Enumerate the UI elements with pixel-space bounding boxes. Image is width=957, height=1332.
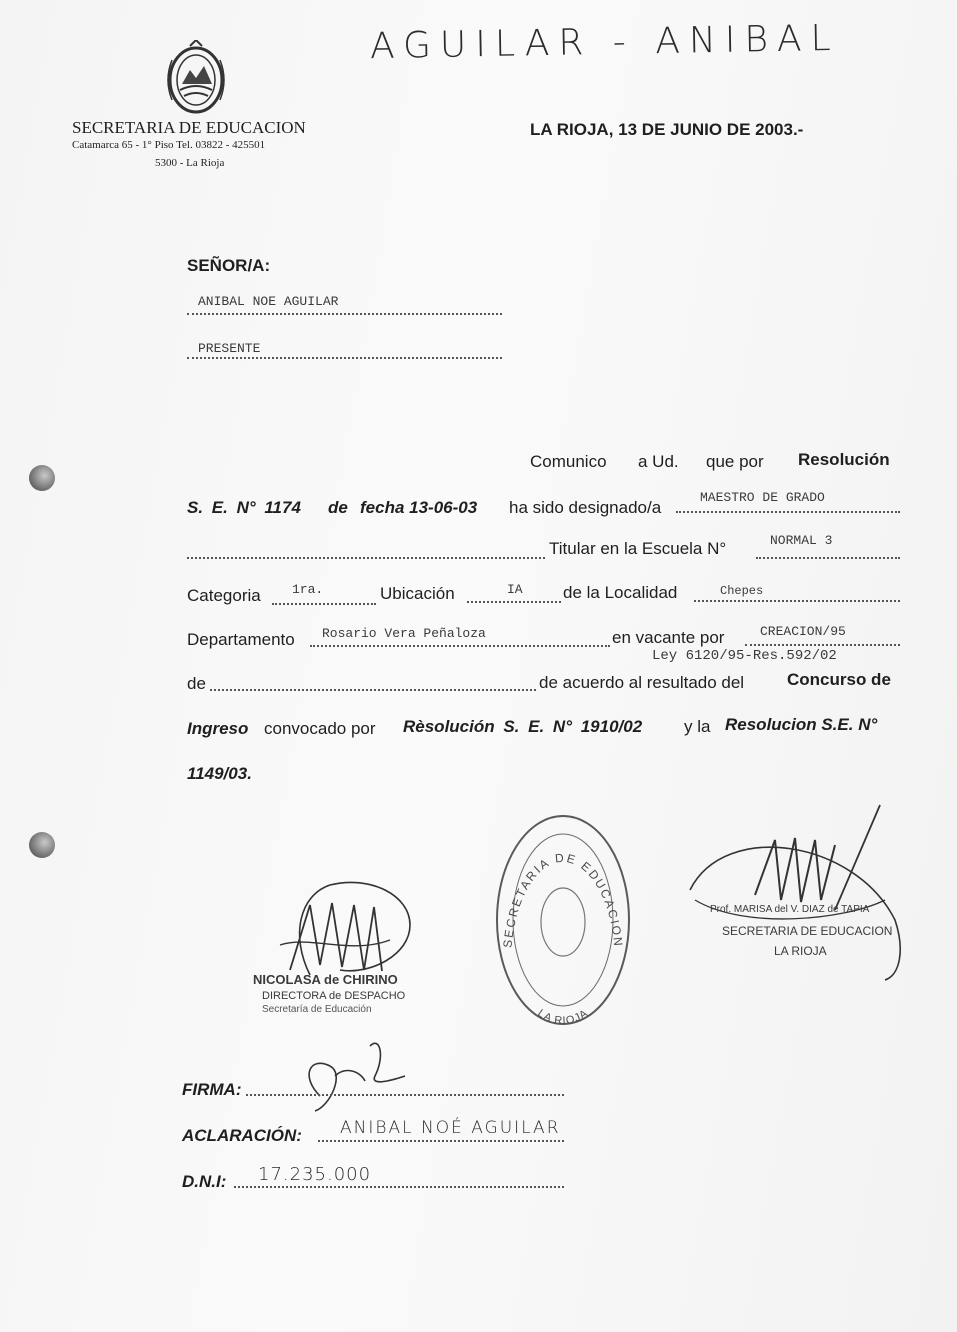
recipient-name-line [187, 313, 502, 315]
body-titular: Titular en la Escuela N° [549, 539, 727, 558]
body-1149: 1149/03. [187, 764, 252, 783]
body-ingreso: Ingreso [187, 719, 249, 738]
departamento-line [310, 645, 610, 647]
body-fecha: fecha 13-06-03 [360, 498, 478, 517]
body-designado: ha sido designado/a [509, 498, 662, 517]
escuela-line [756, 557, 900, 559]
designacion-line [676, 511, 900, 513]
recipient-presente: PRESENTE [198, 341, 261, 356]
designacion-value: MAESTRO DE GRADO [700, 490, 825, 505]
left-signer-name: NICOLASA de CHIRINO [253, 972, 398, 987]
punch-hole-top [29, 465, 55, 491]
punch-hole-bottom [29, 832, 55, 858]
right-signer-place: LA RIOJA [774, 944, 827, 958]
departamento-value: Rosario Vera Peñaloza [322, 626, 486, 641]
line6-dots [210, 689, 536, 691]
body-concurso: Concurso de [787, 670, 891, 689]
presente-line [187, 357, 502, 359]
body-convocado: convocado por [264, 719, 376, 738]
seal-top-text: SECRETARIA DE EDUCACION [500, 850, 626, 949]
vacante-line [745, 644, 900, 646]
handwritten-surname: AGUILAR - ANIBAL [369, 17, 841, 68]
line3-leading-dots [187, 557, 545, 559]
right-signer-name: Prof. MARISA del V. DIAZ de TAPIA [710, 904, 870, 915]
aclaracion-line [318, 1140, 564, 1142]
dni-line [234, 1186, 564, 1188]
svg-text:SECRETARIA DE EDUCACION [500, 851, 625, 949]
recipient-name: ANIBAL NOE AGUILAR [198, 294, 339, 309]
body-comunico: Comunico [530, 452, 607, 471]
categoria-value: 1ra. [292, 582, 324, 597]
body-resolucion: Resolución [798, 450, 890, 469]
svg-text:LA RIOJA [535, 1007, 591, 1027]
body-vacante: en vacante por [612, 628, 725, 647]
body-resolution-number: S. E. N° 1174 [187, 498, 301, 517]
body-y-la: y la [684, 717, 711, 736]
body-de: de [328, 498, 348, 517]
body-que-por: que por [706, 452, 764, 471]
body-ubicacion: Ubicación [380, 584, 455, 603]
province-emblem-logo [164, 40, 228, 116]
body-a-ud: a Ud. [638, 452, 679, 471]
body-de-line6: de [187, 674, 206, 693]
recipient-signature-scribble [290, 1036, 410, 1116]
left-signer-title: DIRECTORA de DESPACHO [262, 990, 406, 1002]
dni-value: 17.235.000 [258, 1164, 372, 1185]
dni-label: D.N.I: [182, 1172, 227, 1191]
body-categoria: Categoria [187, 586, 261, 605]
aclaracion-value: ANIBAL NOÉ AGUILAR [340, 1118, 561, 1138]
letterhead-address: Catamarca 65 - 1° Piso Tel. 03822 - 425501 [72, 139, 266, 151]
localidad-value: Chepes [720, 584, 764, 598]
date-line: LA RIOJA, 13 DE JUNIO DE 2003.- [530, 120, 804, 139]
body-localidad: de la Localidad [563, 583, 678, 602]
left-signature-scribble [270, 875, 420, 985]
aclaracion-label: ACLARACIÓN: [182, 1126, 302, 1145]
right-signer-title: SECRETARIA DE EDUCACION [722, 924, 893, 938]
body-resolucion-1910: Rèsolución S. E. N° 1910/02 [403, 717, 643, 736]
ley-value: Ley 6120/95-Res.592/02 [652, 648, 837, 664]
localidad-line [694, 600, 900, 602]
letterhead-city: 5300 - La Rioja [155, 157, 225, 169]
vacante-value: CREACION/95 [760, 624, 846, 639]
letterhead-org: SECRETARIA DE EDUCACION [72, 118, 306, 137]
firma-label: FIRMA: [182, 1080, 242, 1099]
seal-bottom-text: LA RIOJA [535, 1007, 591, 1028]
escuela-value: NORMAL 3 [770, 533, 833, 548]
body-de-acuerdo: de acuerdo al resultado del [539, 673, 745, 692]
body-resolucion-se: Resolucion S.E. N° [725, 715, 878, 734]
left-signer-dept: Secretaría de Educación [262, 1004, 372, 1015]
body-departamento: Departamento [187, 630, 295, 649]
recipient-label: SEÑOR/A: [187, 256, 271, 275]
official-seal-stamp [493, 812, 633, 1028]
ubicacion-line [467, 601, 561, 603]
ubicacion-value: IA [507, 582, 523, 597]
categoria-line [272, 603, 376, 605]
firma-line [246, 1094, 564, 1096]
